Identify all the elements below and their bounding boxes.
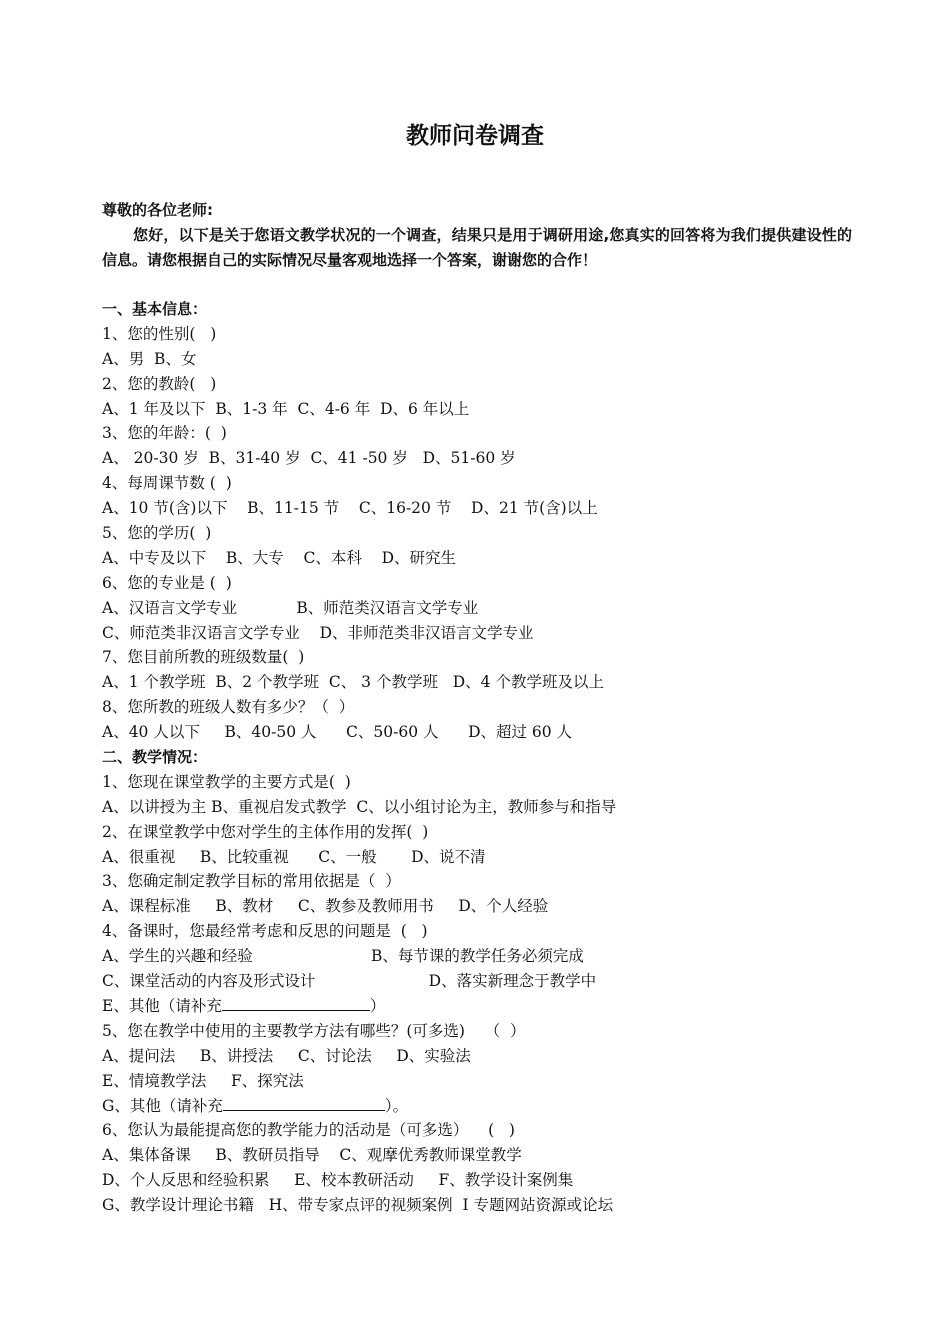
- options-line: A、课程标准 B、教材 C、教参及教师用书 D、个人经验: [102, 897, 549, 916]
- options-line: C、课堂活动的内容及形式设计 D、落实新理念于教学中: [102, 972, 597, 991]
- other-option-label: E、其他（请补充: [102, 996, 222, 1015]
- intro-paragraph: 您好，以下是关于您语文教学状况的一个调查，结果只是用于调研用途,您真实的回答将为我们提供建设性的信息。请您根据自己的实际情况尽量客观地选择一个答案，谢谢您的合作！: [102, 226, 852, 269]
- options-line: A、40 人以下 B、40-50 人 C、50-60 人 D、超过 60 人: [102, 723, 573, 742]
- options-line: A、很重视 B、比较重视 C、一般 D、说不清: [102, 847, 486, 866]
- section-teaching-heading: 二、教学情况：: [102, 748, 208, 767]
- question-line: 8、您所教的班级人数有多少？（ ）: [102, 698, 355, 717]
- options-line: A、男 B、女: [102, 349, 197, 368]
- question-line: 6、您的专业是 ( ): [102, 573, 232, 592]
- options-line: A、提问法 B、讲授法 C、讨论法 D、实验法: [102, 1046, 471, 1065]
- other-option-line: [102, 1094, 862, 1119]
- options-line: A、汉语言文学专业 B、师范类汉语言文学专业: [102, 598, 479, 617]
- intro-block: [102, 198, 852, 273]
- question-line: 5、您在教学中使用的主要教学方法有哪些？(可多选) （ ）: [102, 1021, 526, 1040]
- other-option-line: [102, 994, 862, 1019]
- fill-in-blank[interactable]: [222, 994, 370, 1011]
- question-line: 4、备课时，您最经常考虑和反思的问题是 ( ): [102, 922, 428, 941]
- options-line: A、学生的兴趣和经验 B、每节课的教学任务必须完成: [102, 947, 584, 966]
- section-teaching: [102, 770, 862, 1218]
- options-line: A、以讲授为主 B、重视启发式教学 C、以小组讨论为主，教师参与和指导: [102, 797, 617, 816]
- question-line: 6、您认为最能提高您的教学能力的活动是（可多选） ( ): [102, 1121, 515, 1140]
- options-line: E、情境教学法 F、探究法: [102, 1071, 304, 1090]
- question-line: 2、您的教龄( ): [102, 374, 217, 393]
- fill-in-blank[interactable]: [223, 1094, 385, 1111]
- options-line: C、师范类非汉语言文学专业 D、非师范类非汉语言文学专业: [102, 623, 534, 642]
- question-line: 2、在课堂教学中您对学生的主体作用的发挥( ): [102, 822, 429, 841]
- section-basic-info: [102, 322, 862, 745]
- options-line: A、1 年及以下 B、1-3 年 C、4-6 年 D、6 年以上: [102, 399, 470, 418]
- greeting: 尊敬的各位老师:: [102, 201, 213, 219]
- options-line: D、个人反思和经验积累 E、校本教研活动 F、教学设计案例集: [102, 1171, 574, 1190]
- options-line: A、1 个教学班 B、2 个教学班 C、 3 个教学班 D、4 个教学班及以上: [102, 673, 604, 692]
- options-line: A、 20-30 岁 B、31-40 岁 C、41 -50 岁 D、51-60 岁: [102, 449, 516, 468]
- questions-body: [102, 297, 862, 1218]
- other-option-close: ）: [369, 996, 386, 1015]
- other-option-label: G、其他（请补充: [102, 1096, 223, 1115]
- other-option-close: ）。: [384, 1096, 409, 1115]
- question-line: 3、您的年龄：( ): [102, 424, 227, 443]
- options-line: A、中专及以下 B、大专 C、本科 D、研究生: [102, 548, 456, 567]
- question-line: 1、您的性别( ): [102, 324, 217, 343]
- question-line: 3、您确定制定教学目标的常用依据是（ ）: [102, 872, 401, 891]
- question-line: 5、您的学历( ): [102, 524, 212, 543]
- options-line: A、集体备课 B、教研员指导 C、观摩优秀教师课堂教学: [102, 1146, 522, 1165]
- options-line: G、教学设计理论书籍 H、带专家点评的视频案例 I 专题网站资源或论坛: [102, 1196, 614, 1215]
- question-line: 4、每周课节数 ( ): [102, 474, 232, 493]
- question-line: 1、您现在课堂教学的主要方式是( ): [102, 772, 351, 791]
- section-basic-info-heading: 一、基本信息：: [102, 300, 208, 318]
- page-title: 教师问卷调查: [406, 123, 544, 149]
- options-line: A、10 节(含)以下 B、11-15 节 C、16-20 节 D、21 节(含)以上: [102, 499, 598, 518]
- question-line: 7、您目前所教的班级数量( ): [102, 648, 305, 667]
